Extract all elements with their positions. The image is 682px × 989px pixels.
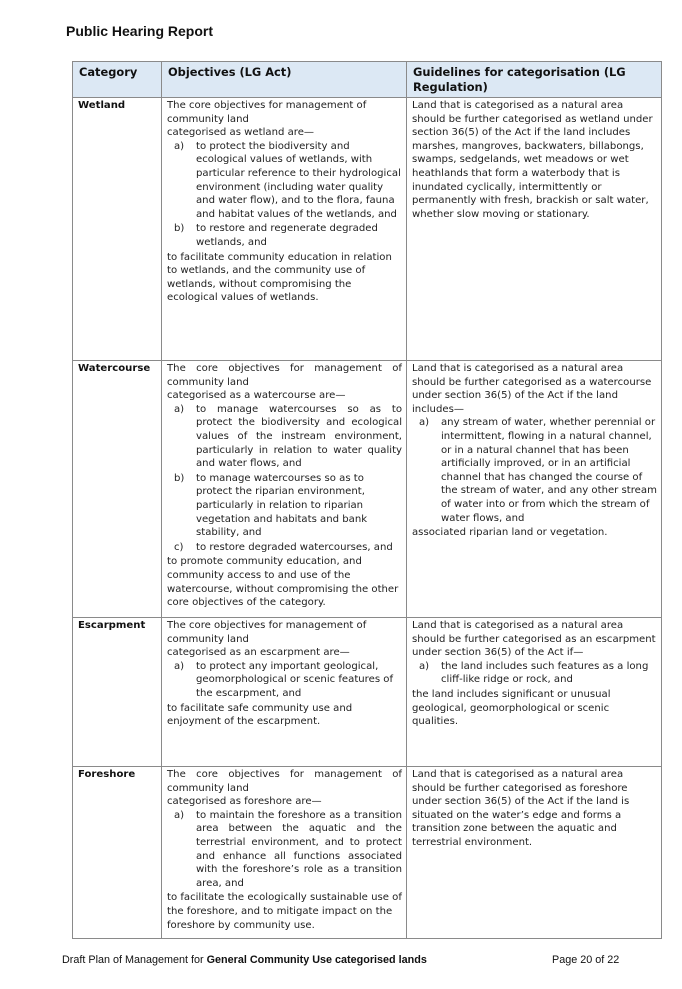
objectives-intro: The core objectives for management of community land	[167, 100, 367, 125]
objectives-list	[167, 403, 402, 555]
guidelines-cell	[407, 98, 662, 361]
guidelines-intro: Land that is categorised as a natural area should be further categorised as foreshore under section 36(5) of the Act if the land is situated on the water’s edge and forms a transition zone between the aquatic and terrestrial environment.	[412, 769, 630, 848]
table-row-watercourse	[73, 361, 662, 618]
objectives-list	[167, 140, 402, 250]
guidelines-list	[412, 416, 657, 525]
objectives-cell	[162, 767, 407, 939]
objectives-intro: The core objectives for management of community land	[167, 769, 402, 794]
category-name: Escarpment	[73, 618, 162, 767]
guidelines-cell	[407, 361, 662, 618]
table-row-foreshore	[73, 767, 662, 939]
categorisation-table	[72, 61, 662, 939]
category-name: Watercourse	[73, 361, 162, 618]
objectives-cell	[162, 361, 407, 618]
list-item: a) the land includes such features as a long cliff-like ridge or rock, and	[419, 660, 649, 686]
objectives-outro: to facilitate the ecologically sustainable use of the foreshore, and to mitigate impact on the foreshore by community use.	[167, 892, 402, 931]
guidelines-outro: the land includes significant or unusual geological, geomorphological or scenic qualities.	[412, 688, 611, 728]
objectives-lead: categorised as a watercourse are—	[167, 390, 346, 402]
guidelines-intro: Land that is categorised as a natural area should be further categorised as wetland under section 36(5) of the Act if the land includes marshes, mangroves, backwaters, billabongs, swamps, sedgelands, wet meadows or wet heathlands that form a waterbody that is inundated cyclically, intermittently or permanently with fresh, brackish or salt water, whether slow moving or stationary.	[412, 100, 653, 220]
guidelines-intro: Land that is categorised as a natural area should be further categorised as an escarpment under section 36(5) of the Act if—	[412, 620, 656, 659]
objectives-list	[167, 809, 402, 891]
table-row-escarpment	[73, 618, 662, 767]
list-item: c) to restore degraded watercourses, and	[174, 541, 393, 553]
header-objectives: Objectives (LG Act)	[162, 62, 407, 98]
table-header-row	[73, 62, 662, 98]
header-category: Category	[73, 62, 162, 98]
list-item: b) to restore and regenerate degraded wetlands, and	[174, 223, 378, 248]
list-item: a) to protect the biodiversity and ecological values of wetlands, with particular reference to their hydrological environment (including water quality and water flow), and to the flora, fauna and habitat values of the wetlands, and	[174, 140, 401, 220]
guidelines-intro: Land that is categorised as a natural area should be further categorised as a watercourse under section 36(5) of the Act if the land includes—	[412, 363, 652, 415]
footer-title-prefix: Draft Plan of Management for	[62, 954, 207, 966]
footer-title-bold: General Community Use categorised lands	[206, 954, 427, 966]
objectives-list	[167, 660, 402, 701]
objectives-lead: categorised as wetland are—	[167, 127, 315, 139]
objectives-outro: to facilitate community education in relation to wetlands, and the community use of wetlands, without compromising the ecological values of wetlands.	[167, 251, 392, 304]
list-item: a) any stream of water, whether perennial or intermittent, flowing in a natural channel, or in a natural channel that has been artificially improved, or in an artificial channel that has changed the course of the stream of water, and any other stream of water into or from which the stream of water flows, and	[419, 417, 657, 524]
objectives-intro: The core objectives for management of community land	[167, 620, 367, 645]
objectives-lead: categorised as an escarpment are—	[167, 647, 350, 659]
objectives-cell	[162, 98, 407, 361]
category-name: Foreshore	[73, 767, 162, 939]
category-name: Wetland	[73, 98, 162, 361]
header-guidelines: Guidelines for categorisation (LG Regulation)	[407, 62, 662, 98]
list-item: a) to protect any important geological, geomorphological or scenic features of the escarpment, and	[174, 660, 394, 699]
report-title: Public Hearing Report	[66, 23, 214, 39]
guidelines-outro: associated riparian land or vegetation.	[412, 527, 608, 539]
objectives-cell	[162, 618, 407, 767]
objectives-outro: to promote community education, and community access to and use of the watercourse, without compromising the other core objectives of the category.	[167, 556, 399, 609]
objectives-intro: The core objectives for management of community land	[167, 363, 402, 388]
objectives-lead: categorised as foreshore are—	[167, 796, 322, 808]
guidelines-cell	[407, 618, 662, 767]
objectives-outro: to facilitate safe community use and enjoyment of the escarpment.	[167, 702, 353, 728]
guidelines-list	[412, 660, 657, 687]
list-item: a) to manage watercourses so as to protect the biodiversity and ecological values of the instream environment, particularly in relation to water quality and water flows, and	[174, 403, 402, 470]
list-item: a) to maintain the foreshore as a transition area between the aquatic and the terrestrial environment, and to protect and enhance all functions associated with the foreshore’s role as a transition area, and	[174, 809, 402, 889]
table-row-wetland	[73, 98, 662, 361]
list-item: b) to manage watercourses so as to protect the riparian environment, particularly in relation to riparian vegetation and habitats and bank stability, and	[174, 472, 368, 539]
footer-document-title	[62, 954, 427, 966]
footer-page-number: Page 20 of 22	[552, 954, 620, 966]
guidelines-cell	[407, 767, 662, 939]
